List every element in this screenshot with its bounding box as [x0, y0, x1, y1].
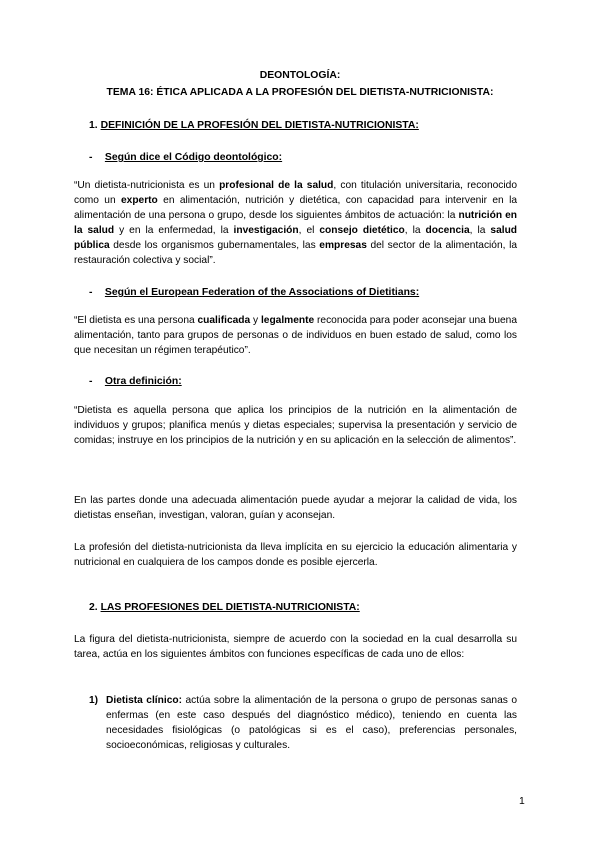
list-item-text: Dietista clínico: actúa sobre la alimentación de la persona o grupo de personas sanas o enfermas (en este caso después del diagnóstico médico), teniendo en cuenta las necesidades fisiológicas (o patológicas si es el caso), preferencias personales, socioeconómicas, religiosas y culturales. [106, 695, 518, 751]
emphasis-text: profesional de la salud [219, 180, 334, 191]
codigo-deontologico-quote: “Un dietista-nutricionista es un profesional de la salud, con titulación universitaria, reconocido como un experto en alimentación, nutrición y dietética, con capacidad para intervenir en la alimentación de una persona o grupo, desde los siguientes ámbitos de actuación: la nutrición en la salud y en la enfermedad, la investigación, el consejo dietético, la docencia, la salud pública desde los organismos gubernamentales, las empresas del sector de la alimentación, la restauración colectiva y social”. [74, 180, 518, 266]
subsection-3-title: Otra definición: [104, 376, 182, 387]
document-title: DEONTOLOGÍA: [259, 70, 341, 81]
page-number: 1 [519, 796, 525, 807]
section-1-title: DEFINICIÓN DE LA PROFESIÓN DEL DIETISTA-NUTRICIONISTA: [100, 120, 419, 131]
emphasis-text: docencia [425, 225, 470, 236]
section-1-number: 1. [89, 120, 98, 131]
emphasis-text: salud pública [74, 225, 518, 251]
emphasis-text: consejo dietético [319, 225, 405, 236]
section-2-title: LAS PROFESIONES DEL DIETISTA-NUTRICIONISTA: [100, 602, 360, 613]
emphasis-text: legalmente [260, 315, 315, 326]
emphasis-text: nutrición en la salud [74, 210, 517, 236]
subsection-1-title: Según dice el Código deontológico: [104, 152, 283, 163]
dash-bullet: - [89, 152, 93, 163]
subsection-2-title: Según el European Federation of the Associations of Dietitians: [104, 287, 420, 298]
list-item-dietista-clinico [89, 693, 517, 753]
section-2-intro: La figura del dietista-nutricionista, siempre de acuerdo con la sociedad en la cual desarrolla su tarea, actúa en los siguientes ámbitos con funciones específicas de cada uno de ellos: [74, 634, 517, 660]
emphasis-text: cualificada [197, 315, 251, 326]
list-item-number: 1) [89, 695, 99, 706]
dash-bullet: - [89, 287, 93, 298]
section-1-heading [89, 119, 419, 133]
subsection-3-heading [89, 375, 182, 389]
subsection-1-heading [89, 151, 282, 165]
efad-quote: “El dietista es una persona cualificada y legalmente reconocida para poder aconsejar una buena alimentación, tanto para grupos de personas o de individuos en buen estado de salud, como los que necesitan un régimen terapéutico”. [74, 315, 517, 356]
emphasis-text: investigación [233, 225, 299, 236]
otra-definicion-quote: “Dietista es aquella persona que aplica los principios de la nutrición en la alimentación de individuos y grupos; planifica menús y dietas especiales; supervisa la presentación y servicio de comidas; instruye en los principios de la nutrición y en su aplicación en la selección de alimentos”. [74, 405, 517, 446]
document-subtitle: TEMA 16: ÉTICA APLICADA A LA PROFESIÓN DEL DIETISTA-NUTRICIONISTA: [106, 87, 494, 98]
emphasis-text: empresas [319, 240, 367, 251]
subsection-2-heading [89, 286, 419, 300]
paragraph-calidad-de-vida: En las partes donde una adecuada alimentación puede ayudar a mejorar la calidad de vida, los dietistas enseñan, investigan, valoran, guían y aconsejan. [74, 495, 517, 521]
dash-bullet: - [89, 376, 93, 387]
emphasis-text: experto [120, 195, 158, 206]
paragraph-educacion-alimentaria: La profesión del dietista-nutricionista da lleva implícita en su ejercicio la educación alimentaria y nutricional en cualquiera de los campos donde es posible ejercerla. [74, 542, 517, 568]
emphasis-text: Dietista clínico: [106, 695, 182, 706]
section-2-number: 2. [89, 602, 98, 613]
section-2-heading [89, 601, 360, 615]
